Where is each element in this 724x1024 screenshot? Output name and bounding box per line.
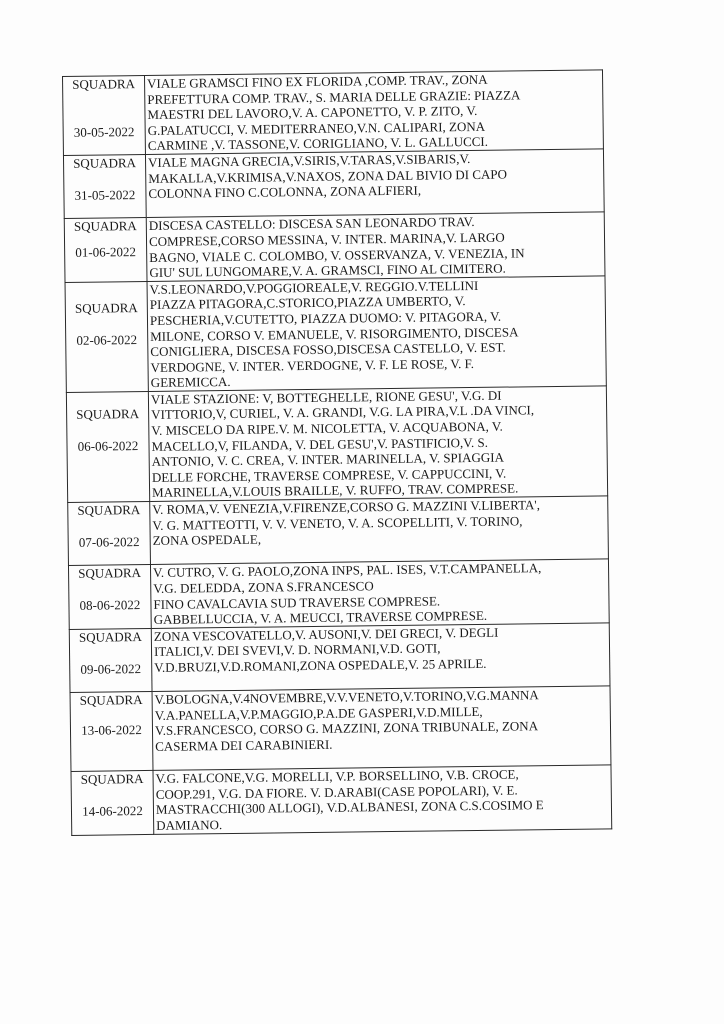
squad-date-cell <box>68 501 151 565</box>
zone-line: V.S.LEONARDO,V.POGGIOREALE,V. REGGIO.V.TELLINI <box>149 277 479 297</box>
date-label: 07-06-2022 <box>78 534 140 550</box>
zone-line: MARINELLA,V.LOUIS BRAILLE, V. RUFFO, TRAV. COMPRESE. <box>152 480 519 501</box>
zone-line: VITTORIO,V, CURIEL, V. A. GRANDI, V.G. LA PIRA,V.L .DA VINCI, <box>151 402 535 423</box>
table-row <box>64 212 605 282</box>
table-row <box>68 496 609 566</box>
zone-line: CARMINE ,V. TASSONE,V. CORIGLIANO, V. L. GALLUCCI. <box>147 134 489 154</box>
zone-line: V.D.BRUZI,V.D.ROMANI,ZONA OSPEDALE,V. 25 APRILE. <box>154 655 487 675</box>
squad-label: SQUADRA <box>73 218 137 235</box>
table-row <box>68 559 609 629</box>
squad-date-cell <box>65 281 148 392</box>
zone-cell <box>145 149 604 218</box>
zone-line: VIALE STAZIONE: V, BOTTEGHELLE, RIONE GESU', V.G. DI <box>150 387 502 407</box>
date-label: 02-06-2022 <box>76 331 138 348</box>
zone-line: DAMIANO. <box>156 817 223 833</box>
zone-line: VIALE GRAMSCI FINO EX FLORIDA ,COMP. TRAV., ZONA <box>147 71 488 91</box>
zone-line: COMPRESE,CORSO MESSINA, V. INTER. MARINA,V. LARGO <box>148 229 505 249</box>
squad-label: SQUADRA <box>76 405 140 422</box>
zone-line: CASERMA DEI CARABINIERI. <box>155 736 333 754</box>
zone-line: FINO CAVALCAVIA SUD TRAVERSE COMPRESE. <box>153 593 441 612</box>
zone-line: COOP.291, V.G. DA FIORE. V. D.ARABI(CASE POPOLARI), V. E. <box>155 782 518 802</box>
table-row <box>63 70 604 156</box>
date-label: 09-06-2022 <box>80 660 142 677</box>
zone-line: CONIGLIERA, DISCESA FOSSO,DISCESA CASTELLO, V. EST. <box>150 339 506 360</box>
table-row <box>66 386 607 503</box>
squad-label: SQUADRA <box>80 771 144 787</box>
squad-label: SQUADRA <box>74 299 138 316</box>
squad-label: SQUADRA <box>72 76 136 92</box>
zone-line: MAKALLA,V.KRIMISA,V.NAXOS, ZONA DAL BIVIO DI CAPO <box>148 166 508 186</box>
squad-date-cell <box>63 154 146 218</box>
squad-label: SQUADRA <box>77 502 141 518</box>
zone-line: V.S.FRANCESCO, CORSO G. MAZZINI, ZONA TRIBUNALE, ZONA <box>154 718 539 739</box>
zone-line: MAESTRI DEL LAVORO,V. A. CAPONETTO, V. P. ZITO, V. <box>147 103 478 123</box>
zone-line: V.BOLOGNA,V.4NOVEMBRE,V.V.VENETO,V.TORINO,V.G.MANNA <box>154 687 539 708</box>
zone-line: V.A.PANELLA,V.P.MAGGIO,P.A.DE GASPERI,V.D.MILLE, <box>154 703 483 723</box>
zone-line: PESCHERIA,V.CUTETTO, PIAZZA DUOMO: V. PITAGORA, V. <box>149 308 502 328</box>
squad-label: SQUADRA <box>78 628 142 645</box>
table-row <box>65 276 606 393</box>
date-label: 13-06-2022 <box>81 722 142 738</box>
table-row <box>70 686 611 772</box>
zone-line: BAGNO, VIALE C. COLOMBO, V. OSSERVANZA, V. VENEZIA, IN <box>149 244 525 265</box>
squad-date-cell <box>69 628 152 692</box>
zone-line: GIU' SUL LUNGOMARE,V. A. GRAMSCI, FINO AL CIMITERO. <box>149 260 506 281</box>
zone-line: MASTRACCHI(300 ALLOGI), V.D.ALBANESI, ZONA C.S.COSIMO E <box>155 797 544 818</box>
zone-line: MILONE, CORSO V. EMANUELE, V. RISORGIMENTO, DISCESA <box>150 323 519 344</box>
zone-cell <box>152 686 611 771</box>
date-label: 14-06-2022 <box>82 803 143 819</box>
date-label: 31-05-2022 <box>74 187 136 203</box>
squad-date-cell <box>63 75 146 155</box>
schedule-table <box>62 69 612 835</box>
zone-line: ANTONIO, V. C. CREA, V. INTER. MARINELLA, V. SPIAGGIA <box>151 449 505 470</box>
zone-cell <box>146 212 605 281</box>
squad-label: SQUADRA <box>78 565 142 582</box>
zone-line: VERDOGNE, V. INTER. VERDOGNE, V. F. LE ROSE, V. F. <box>150 355 475 375</box>
zone-cell <box>150 559 609 628</box>
zone-cell <box>153 765 612 834</box>
zone-cell <box>147 276 606 392</box>
table-row <box>71 765 612 835</box>
date-label: 30-05-2022 <box>73 124 135 140</box>
zone-line: ZONA OSPEDALE, <box>152 531 262 549</box>
squad-date-cell <box>70 692 153 772</box>
zone-line: G.PALATUCCI, V. MEDITERRANEO,V.N. CALIPARI, ZONA <box>147 118 486 138</box>
squad-date-cell <box>68 565 151 629</box>
zone-line: COLONNA FINO C.COLONNA, ZONA ALFIERI, <box>148 182 422 202</box>
squad-date-cell <box>64 218 147 282</box>
zone-line: PIAZZA PITAGORA,C.STORICO,PIAZZA UMBERTO, V. <box>149 293 466 313</box>
zone-line: GEREMICCA. <box>150 374 231 391</box>
zone-line: PREFETTURA COMP. TRAV., S. MARIA DELLE GRAZIE: PIAZZA <box>147 86 521 107</box>
zone-line: DISCESA CASTELLO: DISCESA SAN LEONARDO TRAV. <box>148 214 475 234</box>
date-label: 01-06-2022 <box>75 244 137 261</box>
zone-line: GABBELLUCCIA, V. A. MEUCCI, TRAVERSE COMPRESE. <box>153 608 488 628</box>
zone-line: V. CUTRO, V. G. PAOLO,ZONA INPS, PAL. ISES, V.T.CAMPANELLA, <box>152 560 542 581</box>
zone-line: ITALICI,V. DEI SVEVI,V. D. NORMANI,V.D. GOTI, <box>153 640 441 660</box>
zone-line: V. ROMA,V. VENEZIA,V.FIRENZE,CORSO G. MAZZINI V.LIBERTA', <box>152 497 541 517</box>
zone-line: V. MISCELO DA RIPE.V. M. NICOLETTA, V. ACQUABONA, V. <box>151 418 503 438</box>
zone-line: VIALE MAGNA GRECIA,V.SIRIS,V.TARAS,V.SIBARIS,V. <box>147 150 471 170</box>
squad-date-cell <box>66 391 149 502</box>
zone-line: DELLE FORCHE, TRAVERSE COMPRESE, V. CAPPUCCINI, V. <box>151 465 507 485</box>
zone-line: ZONA VESCOVATELLO,V. AUSONI,V. DEI GRECI, V. DEGLI <box>153 624 499 644</box>
zone-cell <box>148 386 607 502</box>
zone-cell <box>150 496 609 565</box>
squad-date-cell <box>71 771 154 835</box>
table-row <box>63 149 604 219</box>
date-label: 08-06-2022 <box>79 597 141 614</box>
date-label: 06-06-2022 <box>77 437 139 454</box>
squad-label: SQUADRA <box>79 692 143 708</box>
zone-line: V. G. MATTEOTTI, V. V. VENETO, V. A. SCOPELLITI, V. TORINO, <box>152 513 523 533</box>
squad-label: SQUADRA <box>73 155 137 171</box>
zone-line: V.G. FALCONE,V.G. MORELLI, V.P. BORSELLINO, V.B. CROCE, <box>155 766 519 787</box>
zone-cell <box>151 623 610 692</box>
zone-line: V.G. DELEDDA, ZONA S.FRANCESCO <box>153 578 374 596</box>
zone-line: MACELLO,V, FILANDA, V. DEL GESU',V. PASTIFICIO,V. S. <box>151 434 489 454</box>
table-row <box>69 623 610 693</box>
zone-cell <box>144 70 603 155</box>
